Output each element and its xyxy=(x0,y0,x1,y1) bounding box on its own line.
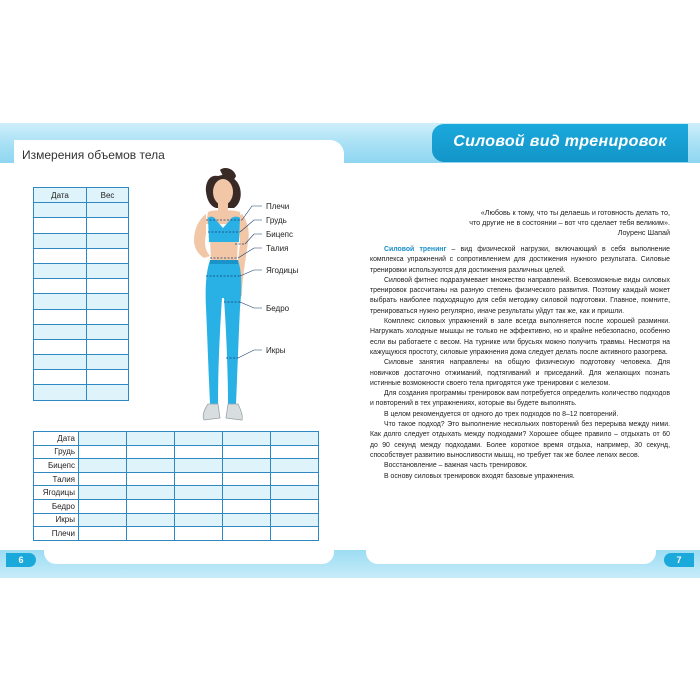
table2-cell[interactable] xyxy=(223,472,271,486)
table2-cell[interactable] xyxy=(175,459,223,473)
table2-cell[interactable] xyxy=(271,459,319,473)
table-row xyxy=(34,309,129,324)
page-number-right: 7 xyxy=(664,553,694,567)
paragraph: Комплекс силовых упражнений в зале всегда выполняется после хорошей разминки. Нагружать холодные мышцы не только не эффективно, но и крайне небезопасно, особенно если вы работаете с весом. На турнике или брусьях можно получить травмы. Несмотря на кажущуюся простоту, силовые упражнения дома следует делать после активного разогрева. xyxy=(370,318,670,356)
table2-cell[interactable] xyxy=(223,486,271,500)
table2-cell[interactable] xyxy=(127,527,175,541)
table-row xyxy=(34,385,129,400)
table2-cell[interactable] xyxy=(79,499,127,513)
table-row xyxy=(34,324,129,339)
table2-cell[interactable] xyxy=(79,513,127,527)
label-thigh: Бедро xyxy=(266,304,290,313)
table2-cell[interactable] xyxy=(127,459,175,473)
paragraph: Силовой тренинг – вид физической нагрузки, включающий в себя выполнение комплекса упражнений с сопротивлением для достижения нужного результата. Силовые тренировки используются для достижения различных целей. xyxy=(370,246,670,274)
table-row xyxy=(34,513,319,527)
table-row xyxy=(34,233,129,248)
table2-cell[interactable] xyxy=(271,472,319,486)
date-weight-table xyxy=(33,187,129,401)
table2-cell[interactable] xyxy=(175,499,223,513)
table-row xyxy=(34,203,129,218)
table2-row-label: Бицепс xyxy=(34,459,79,473)
table1-cell[interactable] xyxy=(87,309,129,324)
table-row xyxy=(34,355,129,370)
table2-row-label: Бедро xyxy=(34,499,79,513)
table-row xyxy=(34,445,319,459)
table1-cell[interactable] xyxy=(87,355,129,370)
table1-cell[interactable] xyxy=(34,279,87,294)
table-row xyxy=(34,339,129,354)
label-shoulders: Плечи xyxy=(266,202,290,211)
table1-cell[interactable] xyxy=(87,324,129,339)
table1-cell[interactable] xyxy=(34,218,87,233)
table1-cell[interactable] xyxy=(34,203,87,218)
table2-cell[interactable] xyxy=(271,527,319,541)
table2-cell[interactable] xyxy=(223,459,271,473)
table2-cell[interactable] xyxy=(223,499,271,513)
table2-cell[interactable] xyxy=(175,445,223,459)
table2-cell[interactable] xyxy=(271,432,319,446)
table-row xyxy=(34,527,319,541)
table2-cell[interactable] xyxy=(271,486,319,500)
table2-row-label: Ягодицы xyxy=(34,486,79,500)
quote-block xyxy=(370,208,670,238)
table-row xyxy=(34,499,319,513)
table1-cell[interactable] xyxy=(87,218,129,233)
table2-cell[interactable] xyxy=(79,486,127,500)
right-page-title: Силовой вид тренировок xyxy=(453,133,667,150)
table1-cell[interactable] xyxy=(34,263,87,278)
table1-cell[interactable] xyxy=(87,370,129,385)
table-row xyxy=(34,370,129,385)
table2-cell[interactable] xyxy=(127,499,175,513)
table2-cell[interactable] xyxy=(127,513,175,527)
table1-cell[interactable] xyxy=(34,309,87,324)
table1-cell[interactable] xyxy=(34,324,87,339)
table2-cell[interactable] xyxy=(127,445,175,459)
table2-cell[interactable] xyxy=(79,472,127,486)
table2-row-label: Икры xyxy=(34,513,79,527)
table1-cell[interactable] xyxy=(87,339,129,354)
table1-cell[interactable] xyxy=(34,370,87,385)
table2-cell[interactable] xyxy=(175,432,223,446)
table1-cell[interactable] xyxy=(34,248,87,263)
table2-cell[interactable] xyxy=(223,445,271,459)
table2-row-label: Плечи xyxy=(34,527,79,541)
table-row xyxy=(34,218,129,233)
table2-cell[interactable] xyxy=(79,459,127,473)
table2-cell[interactable] xyxy=(79,445,127,459)
table2-row-label: Грудь xyxy=(34,445,79,459)
table1-cell[interactable] xyxy=(87,233,129,248)
label-biceps: Бицепс xyxy=(266,230,293,239)
table1-cell[interactable] xyxy=(34,233,87,248)
table2-cell[interactable] xyxy=(271,445,319,459)
table1-cell[interactable] xyxy=(34,385,87,400)
label-glutes: Ягодицы xyxy=(266,266,299,275)
table1-header-0: Дата xyxy=(34,188,87,203)
table1-cell[interactable] xyxy=(87,248,129,263)
table1-cell[interactable] xyxy=(87,294,129,309)
table-row xyxy=(34,263,129,278)
table2-row-label: Талия xyxy=(34,472,79,486)
paragraph: Для создания программы тренировок вам потребуется определить количество подходов и повторений в тех упражнениях, которые вы будете выполнять. xyxy=(370,390,670,408)
table2-cell[interactable] xyxy=(223,432,271,446)
highlight-term: Силовой тренинг xyxy=(384,246,447,253)
paragraph: Силовой фитнес подразумевает множество направлений. Всевозможные виды силовых тренировок рассчитаны на разную степень физического развития. Поэтому каждый может выбрать наиболее подходящую для себя методику силовой подготовки. Главное, помните, тренироваться нужно регулярно, иначе результаты уйдут так же, как и пришли. xyxy=(370,276,670,315)
table1-cell[interactable] xyxy=(87,279,129,294)
table-row xyxy=(34,486,319,500)
table2-cell[interactable] xyxy=(127,432,175,446)
table-row xyxy=(34,472,319,486)
label-calves: Икры xyxy=(266,346,286,355)
bottom-left-tab xyxy=(44,548,334,564)
table2-cell[interactable] xyxy=(175,486,223,500)
left-page-title: Измерения объемов тела xyxy=(22,148,165,162)
table-row xyxy=(34,248,129,263)
paragraph: Силовые занятия направлены на общую физическую подготовку человека. Для новичков достаточно отжиманий, подтягиваний и приседаний. Для желающих познать истинные возможности своего тела пригодятся уже тренировки с железом. xyxy=(370,359,670,387)
quote-author: Лоуренс Шапай xyxy=(617,228,670,237)
table-row xyxy=(34,459,319,473)
table-row xyxy=(34,294,129,309)
label-waist: Талия xyxy=(266,244,289,253)
quote-line-2: что другие не в состоянии – вот что сделает тебя великим». xyxy=(469,218,670,227)
table2-cell[interactable] xyxy=(127,472,175,486)
table2-cell[interactable] xyxy=(175,527,223,541)
table2-cell[interactable] xyxy=(223,527,271,541)
quote-line-1: «Любовь к тому, что ты делаешь и готовность делать то, xyxy=(480,208,670,217)
table2-cell[interactable] xyxy=(175,472,223,486)
table-row xyxy=(34,432,319,446)
table2-cell[interactable] xyxy=(79,432,127,446)
table-row xyxy=(34,279,129,294)
body-text xyxy=(370,245,670,482)
table2-cell[interactable] xyxy=(271,499,319,513)
paragraph: В основу силовых тренировок входят базовые упражнения. xyxy=(384,472,575,480)
label-chest: Грудь xyxy=(266,216,287,225)
table1-header-1: Вес xyxy=(87,188,129,203)
table1-cell[interactable] xyxy=(34,355,87,370)
table1-cell[interactable] xyxy=(87,203,129,218)
measurements-table xyxy=(33,431,319,541)
bottom-right-tab xyxy=(366,548,656,564)
table2-cell[interactable] xyxy=(127,486,175,500)
paragraph: Что такое подход? Это выполнение нескольких повторений без перерыва между ними. Как долго следует отдыхать между подходами? Хорошее общее правило – отдыхать от 60 до 90 секунд между подходами. Более короткое время отдыха, например, 30 секунд, способствует развитию выносливости мышц, но требует так же более легких весов. xyxy=(370,421,670,459)
paragraph: Восстановление – важная часть тренировок. xyxy=(384,462,528,470)
page-number-left: 6 xyxy=(6,553,36,567)
table1-cell[interactable] xyxy=(34,339,87,354)
table1-cell[interactable] xyxy=(87,385,129,400)
table1-header-row xyxy=(34,188,129,203)
table2-cell[interactable] xyxy=(175,513,223,527)
table1-cell[interactable] xyxy=(34,294,87,309)
table2-cell[interactable] xyxy=(223,513,271,527)
table2-row-label: Дата xyxy=(34,432,79,446)
paragraph: В целом рекомендуется от одного до трех подходов по 8–12 повторений. xyxy=(384,410,619,418)
table2-cell[interactable] xyxy=(271,513,319,527)
table1-cell[interactable] xyxy=(87,263,129,278)
table2-cell[interactable] xyxy=(79,527,127,541)
